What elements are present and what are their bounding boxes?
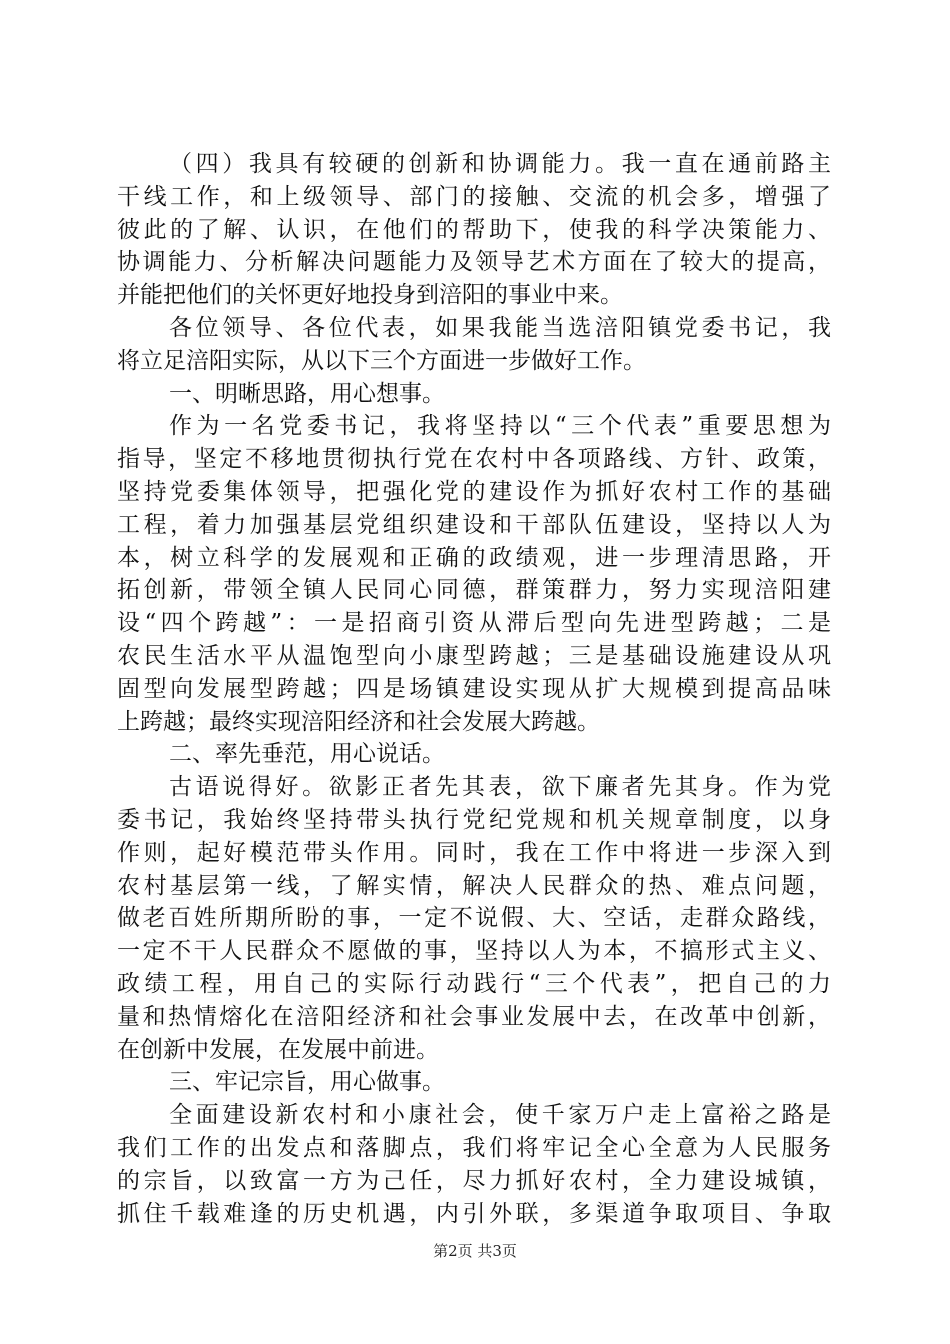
text-line: 彼此的了解、认识，在他们的帮助下，使我的科学决策能力、 <box>117 216 831 243</box>
document-body <box>117 148 831 1230</box>
text-line: 在创新中发展，在发展中前进。 <box>117 1036 439 1063</box>
text-line: 各位领导、各位代表，如果我能当选涪阳镇党委书记，我 <box>169 314 831 341</box>
text-line: 抓住千载难逢的历史机遇，内引外联，多渠道争取项目、争取 <box>117 1200 831 1227</box>
text-line: 古语说得好。欲影正者先其表，欲下廉者先其身。作为党 <box>169 774 831 801</box>
text-line: 一、明晰思路，用心想事。 <box>169 380 445 407</box>
text-line: 工程，着力加强基层党组织建设和干部队伍建设，坚持以人为 <box>117 511 831 538</box>
text-line: 政绩工程，用自己的实际行动践行“三个代表”，把自己的力 <box>117 970 831 997</box>
text-line: 全面建设新农村和小康社会，使千家万户走上富裕之路是 <box>169 1102 831 1129</box>
text-line: 并能把他们的关怀更好地投身到涪阳的事业中来。 <box>117 282 623 309</box>
text-line: （四）我具有较硬的创新和协调能力。我一直在通前路主 <box>169 151 831 177</box>
text-line: 农村基层第一线，了解实情，解决人民群众的热、难点问题， <box>117 872 831 899</box>
text-line: 设“四个跨越”：一是招商引资从滞后型向先进型跨越；二是 <box>117 610 831 637</box>
text-line: 上跨越；最终实现涪阳经济和社会发展大跨越。 <box>117 708 600 735</box>
text-line: 一定不干人民群众不愿做的事，坚持以人为本，不搞形式主义、 <box>117 938 831 965</box>
text-line: 协调能力、分析解决问题能力及领导艺术方面在了较大的提高， <box>117 249 831 276</box>
text-line: 干线工作，和上级领导、部门的接触、交流的机会多，增强了 <box>117 183 831 210</box>
text-line: 做老百姓所期所盼的事，一定不说假、大、空话，走群众路线， <box>117 905 831 932</box>
text-line: 作则，起好模范带头作用。同时，我在工作中将进一步深入到 <box>117 839 831 866</box>
text-line: 坚持党委集体领导，把强化党的建设作为抓好农村工作的基础 <box>117 478 831 505</box>
text-line: 委书记，我始终坚持带头执行党纪党规和机关规章制度，以身 <box>117 806 831 833</box>
text-line: 我们工作的出发点和落脚点，我们将牢记全心全意为人民服务 <box>117 1134 831 1161</box>
text-line: 农民生活水平从温饱型向小康型跨越；三是基础设施建设从巩 <box>117 642 831 669</box>
text-line: 拓创新，带领全镇人民同心同德，群策群力，努力实现涪阳建 <box>117 577 831 604</box>
text-line: 将立足涪阳实际，从以下三个方面进一步做好工作。 <box>117 347 646 374</box>
text-line: 指导，坚定不移地贯彻执行党在农村中各项路线、方针、政策， <box>117 446 831 473</box>
text-line: 量和热情熔化在涪阳经济和社会事业发展中去，在改革中创新， <box>117 1003 831 1030</box>
text-line: 作为一名党委书记，我将坚持以“三个代表”重要思想为 <box>169 413 831 440</box>
page-footer: 第2页 共3页 <box>433 1242 517 1260</box>
text-line: 二、率先垂范，用心说话。 <box>169 741 445 768</box>
text-line: 固型向发展型跨越；四是场镇建设实现从扩大规模到提高品味 <box>117 675 831 702</box>
text-line: 本，树立科学的发展观和正确的政绩观，进一步理清思路，开 <box>117 544 831 571</box>
text-line: 的宗旨，以致富一方为己任，尽力抓好农村，全力建设城镇， <box>117 1167 831 1194</box>
text-line: 三、牢记宗旨，用心做事。 <box>169 1069 445 1096</box>
